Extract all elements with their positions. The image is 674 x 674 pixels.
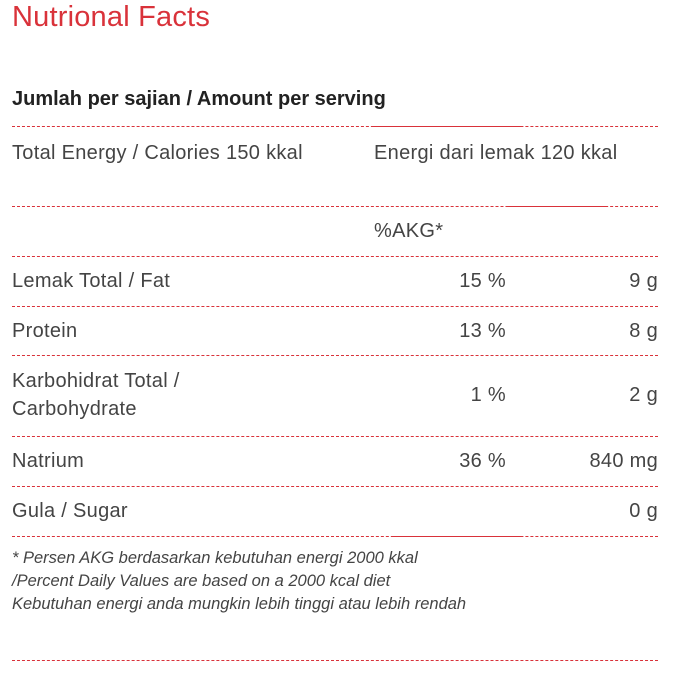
divider [12,486,658,487]
akg-column-header: %AKG* [374,220,444,242]
total-energy-label: Total Energy / Calories 150 kkal [12,142,303,164]
divider [12,206,658,207]
divider [12,256,658,257]
footnote-line: /Percent Daily Values are based on a 2000 kcal diet [12,572,391,590]
nutrient-label-sugar: Gula / Sugar [12,500,128,522]
divider [12,306,658,307]
divider [12,660,658,661]
nutrient-label-protein: Protein [12,320,78,342]
footnote [12,547,466,616]
serving-heading: Jumlah per sajian / Amount per serving [12,88,386,110]
footnote-line: * Persen AKG berdasarkan kebutuhan energi 2000 kkal [12,549,418,567]
page-title: Nutrional Facts [12,1,211,33]
nutrient-percent-natrium: 36 % [459,450,506,472]
divider [12,126,658,127]
divider-accent [506,206,606,207]
divider [12,436,658,437]
nutrient-amount-natrium: 840 mg [589,450,658,472]
nutrient-percent-protein: 13 % [459,320,506,342]
nutrient-label-carbohydrate: Karbohidrat Total / Carbohydrate [12,370,180,420]
energy-from-fat-label: Energi dari lemak 120 kkal [374,142,618,164]
nutrient-amount-fat: 9 g [629,270,658,292]
divider [12,536,658,537]
divider [12,355,658,356]
nutrient-percent-carbohydrate: 1 % [470,384,506,406]
divider-accent [372,126,522,127]
nutrient-amount-protein: 8 g [629,320,658,342]
nutrient-label-fat: Lemak Total / Fat [12,270,171,292]
footnote-line: Kebutuhan energi anda mungkin lebih tinggi atau lebih rendah [12,595,467,613]
nutrient-label-natrium: Natrium [12,450,85,472]
nutrient-amount-sugar: 0 g [629,500,658,522]
nutrient-amount-carbohydrate: 2 g [629,384,658,406]
divider-accent [392,536,522,537]
nutrient-percent-fat: 15 % [459,270,506,292]
